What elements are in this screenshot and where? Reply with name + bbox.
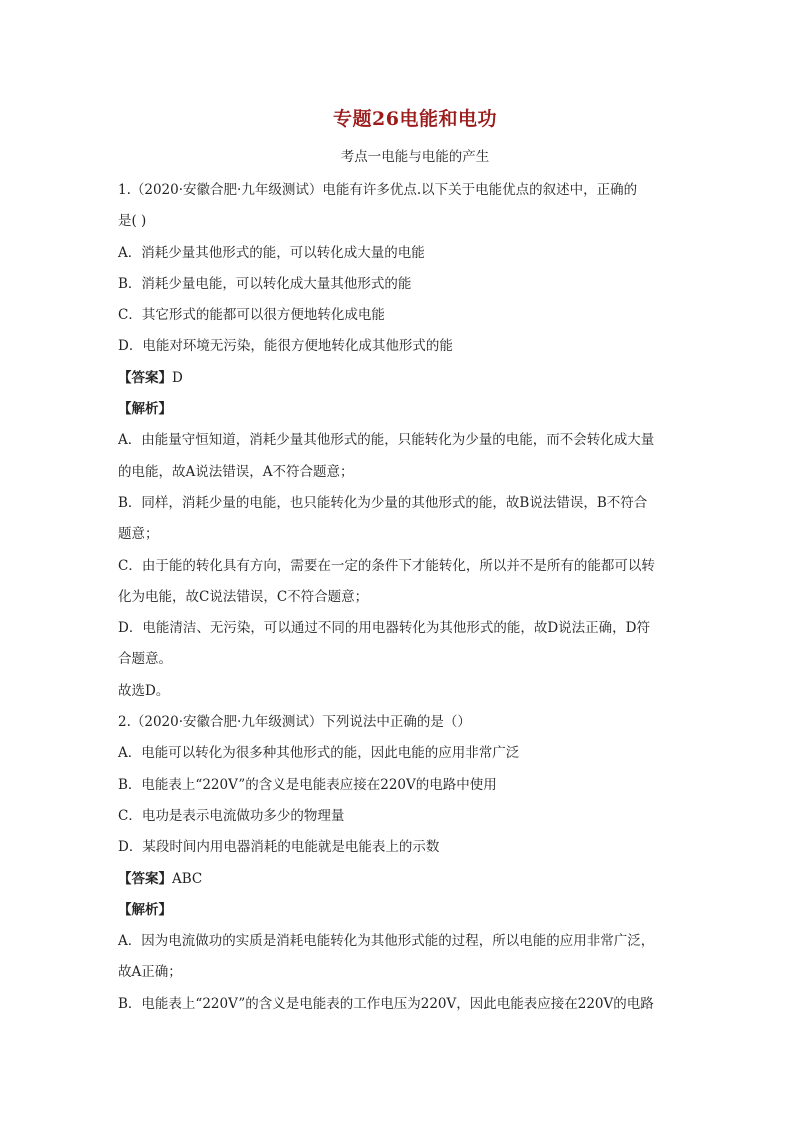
q1-analysis-line: 合题意。: [118, 651, 172, 668]
q2-analysis-line: B．电能表上“220V”的含义是电能表的工作电压为220V，因此电能表应接在220V的电路: [118, 995, 654, 1012]
q1-option-c: C．其它形式的能都可以很方便地转化成电能: [118, 307, 385, 324]
q1-option-b: B．消耗少量电能，可以转化成大量其他形式的能: [118, 275, 412, 292]
answer-value: D: [172, 369, 183, 386]
answer-label: 【答案】: [118, 870, 172, 887]
q1-analysis-line: C．由于能的转化具有方向，需要在一定的条件下才能转化，所以并不是所有的能都可以转: [118, 557, 655, 574]
document-body: [118, 175, 678, 1020]
q2-stem-line: 2.（2020·安徽合肥·九年级测试）下列说法中正确的是（）: [118, 714, 471, 731]
q1-analysis-line: B．同样，消耗少量的电能，也只能转化为少量的其他形式的能，故B说法错误，B不符合: [118, 494, 648, 511]
q2-option-c: C．电功是表示电流做功多少的物理量: [118, 807, 345, 824]
q1-analysis-line: 的电能，故A说法错误，A不符合题意；: [118, 463, 354, 480]
q1-analysis-label: 【解析】: [118, 401, 172, 418]
q1-option-d: D．电能对环境无污染，能很方便地转化成其他形式的能: [118, 338, 453, 355]
q1-analysis-line: 化为电能，故C说法错误，C不符合题意；: [118, 588, 369, 605]
q2-analysis-line: A．因为电流做功的实质是消耗电能转化为其他形式能的过程，所以电能的应用非常广泛，: [118, 933, 655, 950]
q2-analysis-line: 故A正确；: [118, 964, 182, 981]
q1-analysis-line: D．电能清洁、无污染，可以通过不同的用电器转化为其他形式的能，故D说法正确，D符: [118, 620, 650, 637]
q1-analysis-line: 题意；: [118, 526, 159, 543]
q2-option-d: D．某段时间内用电器消耗的电能就是电能表上的示数: [118, 839, 440, 856]
q1-stem-line: 1.（2020·安徽合肥·九年级测试）电能有许多优点.以下关于电能优点的叙述中，正确的: [118, 182, 638, 198]
section-subtitle: 考点一电能与电能的产生: [340, 149, 490, 165]
q2-analysis-label: 【解析】: [118, 901, 172, 918]
q1-answer: [118, 363, 678, 394]
answer-label: 【答案】: [118, 369, 172, 386]
q1-conclusion: 故选D。: [118, 682, 170, 699]
q2-answer: [118, 864, 678, 895]
q1-option-a: A．消耗少量其他形式的能，可以转化成大量的电能: [118, 244, 425, 261]
q1-stem-line: 是( ): [118, 213, 147, 230]
answer-value: ABC: [172, 870, 203, 887]
q1-analysis-line: A．由能量守恒知道，消耗少量其他形式的能，只能转化为少量的电能，而不会转化成大量: [118, 432, 655, 449]
page-title: 专题26电能和电功: [333, 108, 497, 130]
q2-option-b: B．电能表上“220V”的含义是电能表应接在220V的电路中使用: [118, 776, 497, 793]
q2-option-a: A．电能可以转化为很多种其他形式的能，因此电能的应用非常广泛: [118, 745, 520, 762]
